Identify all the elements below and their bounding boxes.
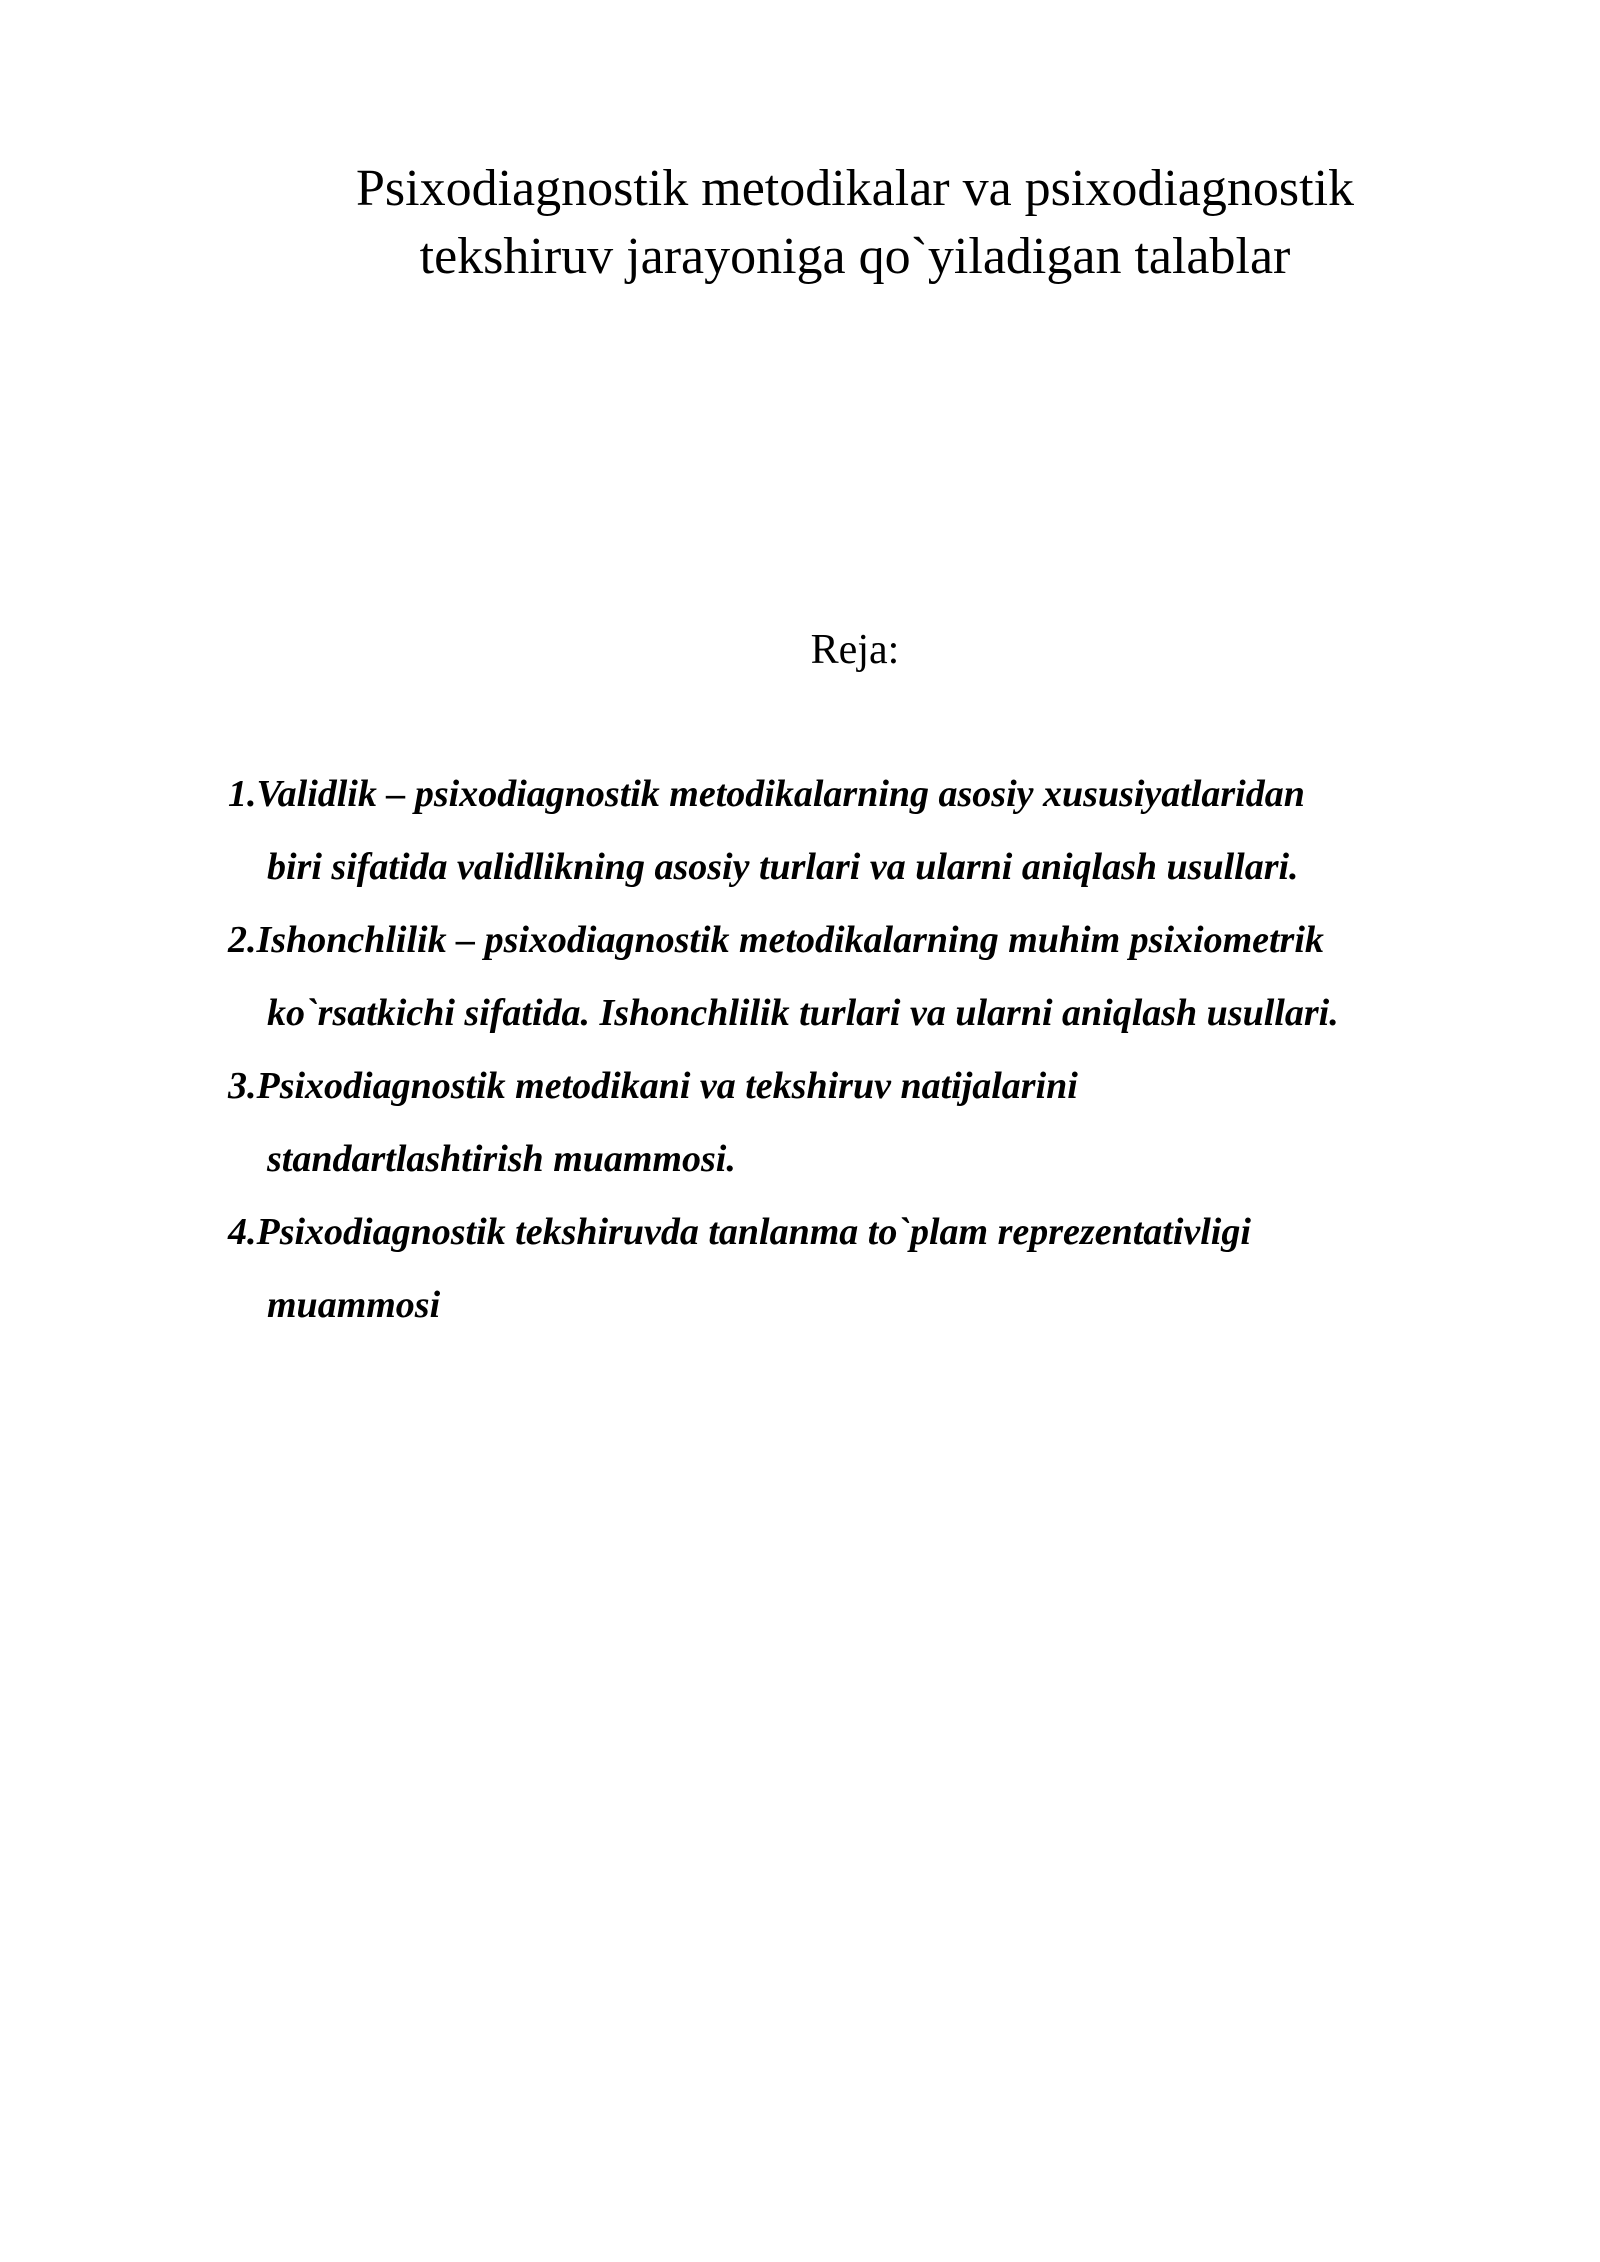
plan-item-4-line-1: 4.Psixodiagnostik tekshiruvda tanlanma to`plam reprezentativligi xyxy=(228,1211,1251,1253)
plan-item-1-line-2: biri sifatida validlikning asosiy turlari va ularni aniqlash usullari. xyxy=(267,846,1299,888)
plan-item-1 xyxy=(228,758,1528,904)
plan-list xyxy=(228,758,1528,1342)
plan-item-4-line-2: muammosi xyxy=(267,1284,441,1326)
document-title-line-2: tekshiruv jarayoniga qo`yiladigan talablar xyxy=(419,228,1291,285)
plan-item-3-line-2: standartlashtirish muammosi. xyxy=(267,1138,736,1180)
document-title-line-1: Psixodiagnostik metodikalar va psixodiagnostik xyxy=(355,160,1355,217)
plan-item-3-line-1: 3.Psixodiagnostik metodikani va tekshiruv natijalarini xyxy=(228,1065,1078,1107)
plan-item-4 xyxy=(228,1196,1528,1342)
document-title xyxy=(200,155,1510,291)
plan-heading: Reja: xyxy=(810,627,900,673)
plan-item-2 xyxy=(228,904,1528,1050)
plan-item-2-line-2: ko`rsatkichi sifatida. Ishonchlilik turlari va ularni aniqlash usullari. xyxy=(267,992,1339,1034)
plan-item-2-line-1: 2.Ishonchlilik – psixodiagnostik metodikalarning muhim psixiometrik xyxy=(228,919,1324,961)
plan-item-3 xyxy=(228,1050,1528,1196)
plan-item-1-line-1: 1.Validlik – psixodiagnostik metodikalarning asosiy xususiyatlaridan xyxy=(228,773,1305,815)
